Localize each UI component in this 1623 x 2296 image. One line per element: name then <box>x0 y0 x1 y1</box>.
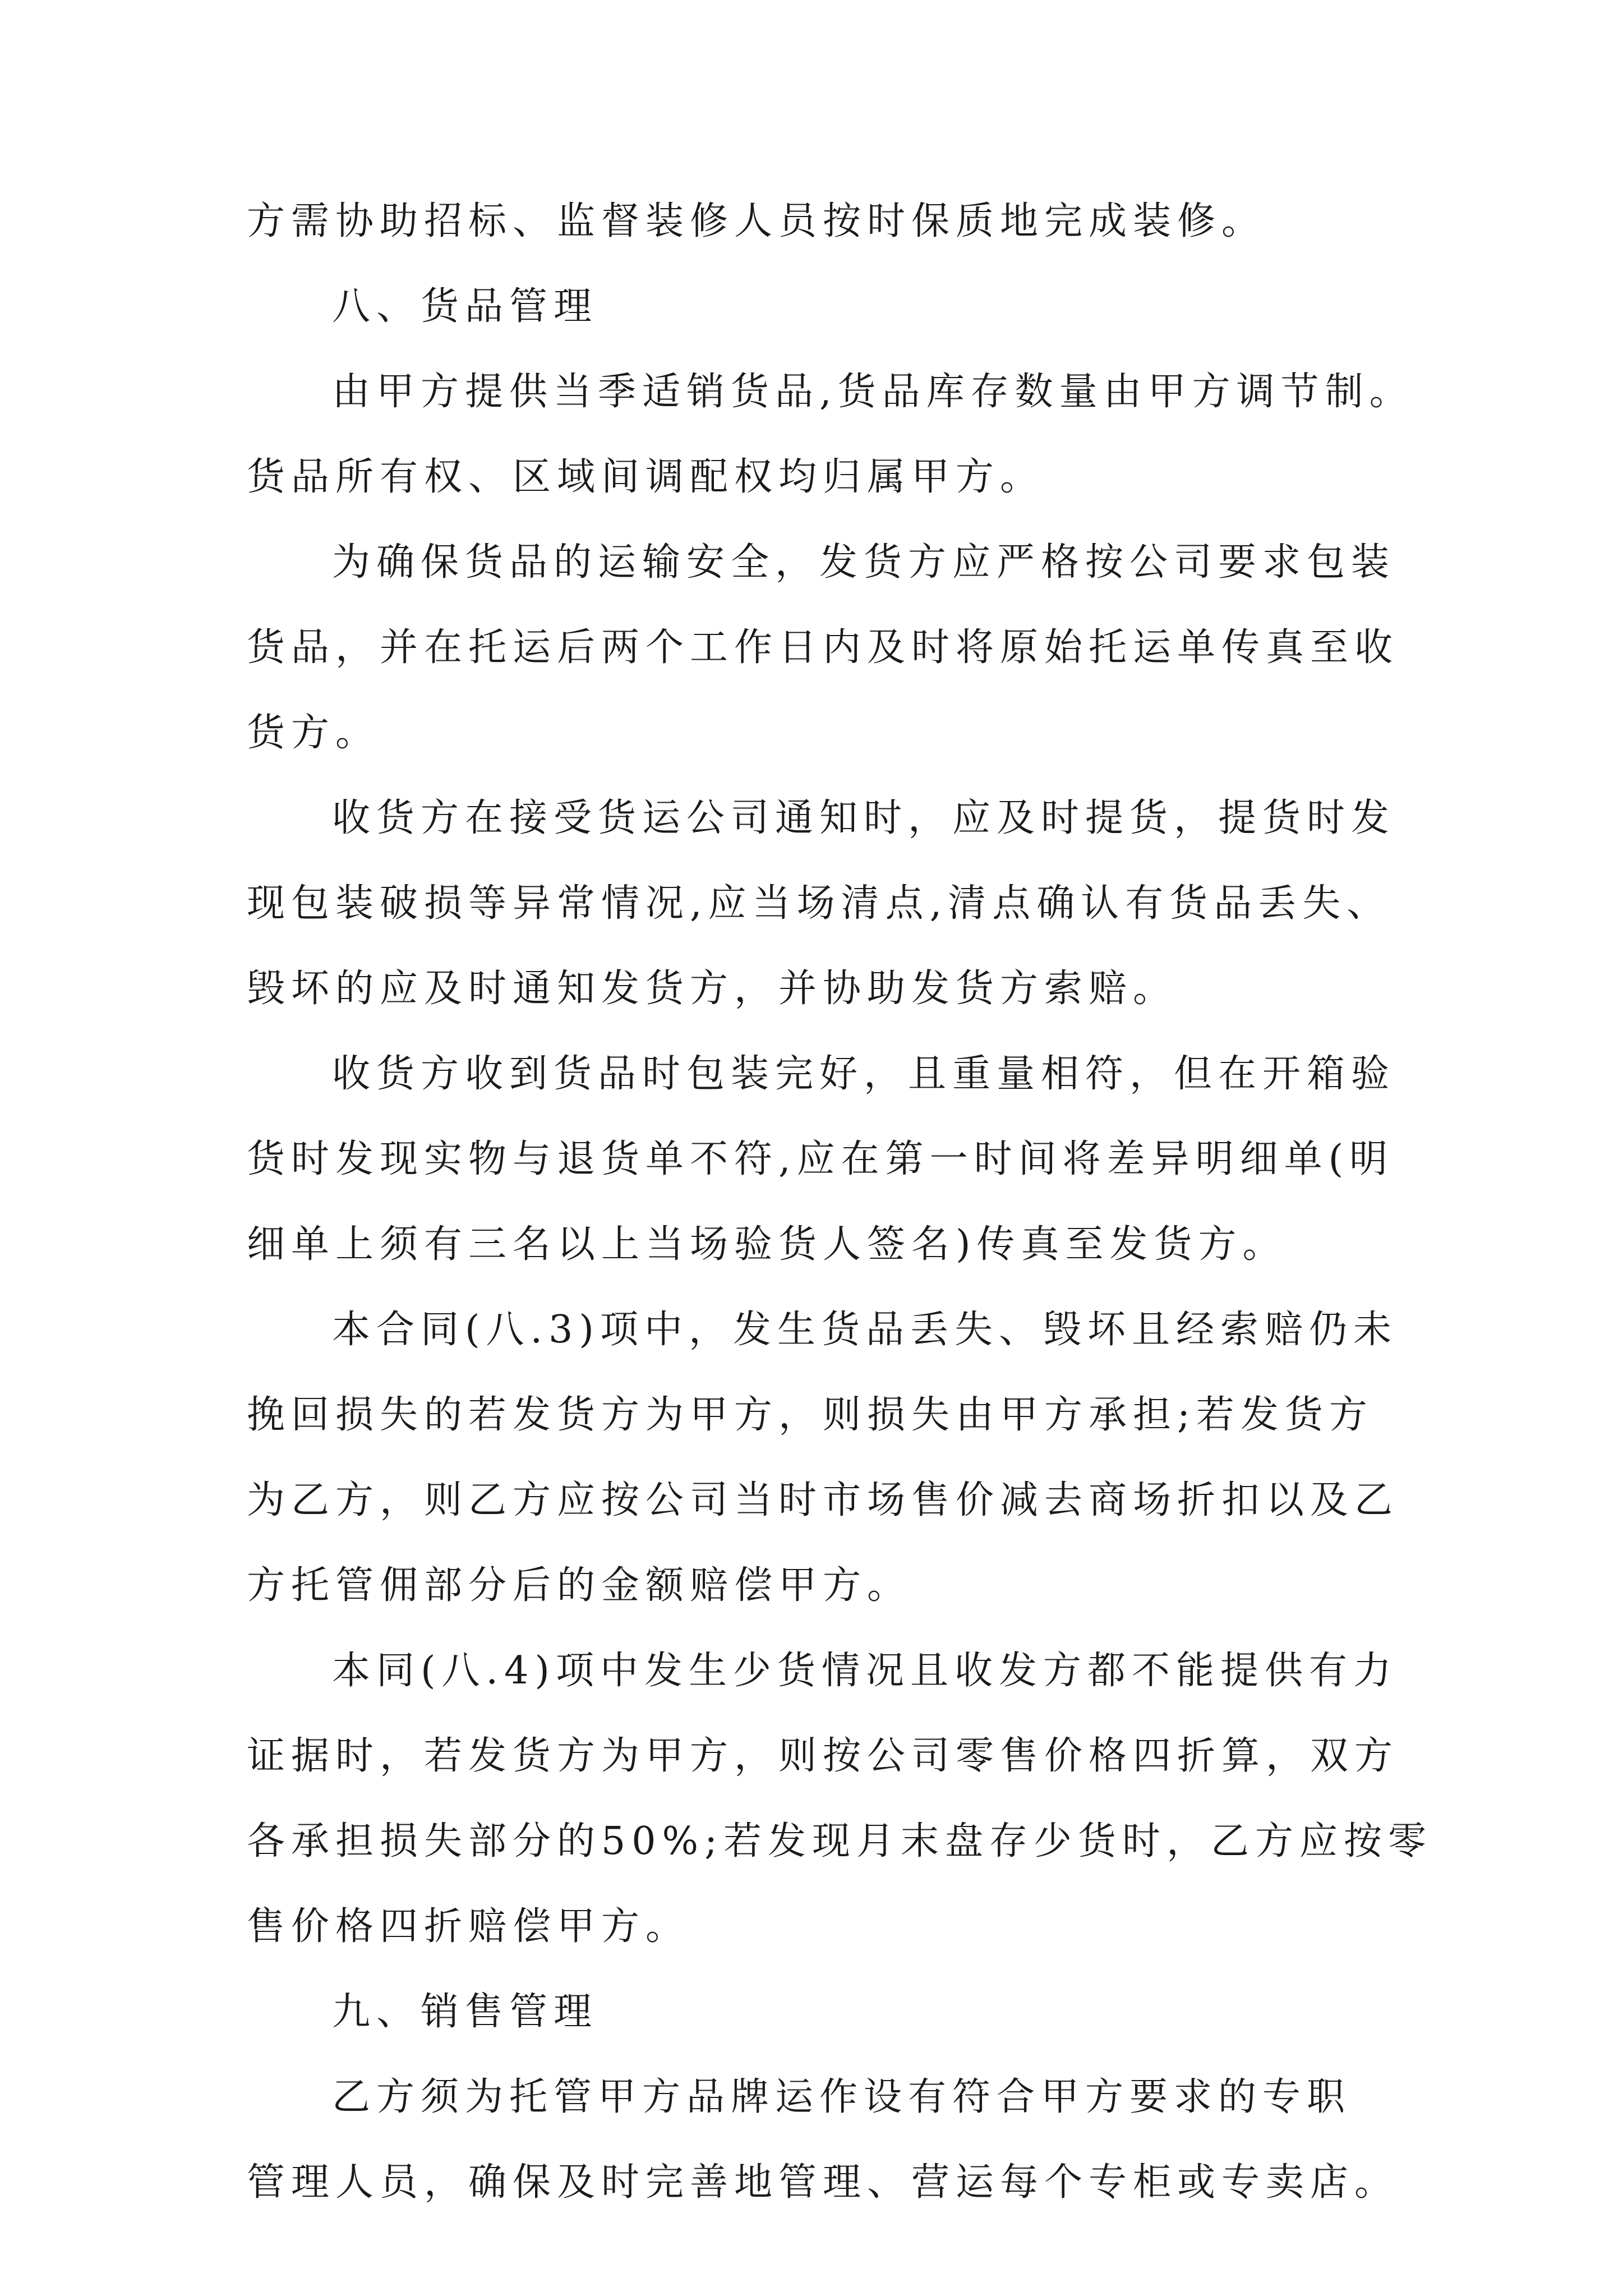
text-line: 证据时，若发货方为甲方，则按公司零售价格四折算，双方 <box>247 1734 1399 1778</box>
section-heading: 八、货品管理 <box>332 284 598 329</box>
document-body <box>247 194 1433 2240</box>
text-line: 现包装破损等异常情况,应当场清点,清点确认有货品丢失、 <box>247 881 1391 926</box>
text-line: 本同(八.4)项中发生少货情况且收发方都不能提供有力 <box>332 1649 1398 1693</box>
text-line: 货品，并在托运后两个工作日内及时将原始托运单传真至收 <box>247 625 1399 670</box>
text-line: 乙方须为托管甲方品牌运作设有符合甲方要求的专职 <box>332 2075 1352 2119</box>
text-line: 收货方在接受货运公司通知时，应及时提货，提货时发 <box>332 796 1396 840</box>
text-line: 方需协助招标、监督装修人员按时保质地完成装修。 <box>247 199 1266 243</box>
section-heading: 九、销售管理 <box>332 1990 598 2034</box>
text-line: 管理人员，确保及时完善地管理、营运每个专柜或专卖店。 <box>247 2160 1399 2205</box>
text-line: 售价格四折赔偿甲方。 <box>247 1904 690 1949</box>
text-line: 由甲方提供当季适销货品,货品库存数量由甲方调节制。 <box>332 370 1414 414</box>
text-line: 挽回损失的若发货方为甲方，则损失由甲方承担;若发货方 <box>247 1393 1373 1437</box>
text-line: 细单上须有三名以上当场验货人签名)传真至发货方。 <box>247 1222 1287 1267</box>
text-line: 毁坏的应及时通知发货方，并协助发货方索赔。 <box>247 967 1178 1011</box>
text-line: 本合同(八.3)项中，发生货品丢失、毁坏且经索赔仍未 <box>332 1308 1398 1352</box>
text-line: 货时发现实物与退货单不符,应在第一时间将差异明细单(明 <box>247 1137 1394 1181</box>
text-line: 收货方收到货品时包装完好，且重量相符，但在开箱验 <box>332 1052 1396 1096</box>
text-line: 为确保货品的运输安全，发货方应严格按公司要求包装 <box>332 540 1396 585</box>
text-line: 货品所有权、区域间调配权均归属甲方。 <box>247 455 1045 499</box>
text-line: 各承担损失部分的50%;若发现月末盘存少货时，乙方应按零 <box>247 1819 1433 1864</box>
text-line: 货方。 <box>247 711 380 755</box>
text-line: 方托管佣部分后的金额赔偿甲方。 <box>247 1563 912 1608</box>
text-line: 为乙方，则乙方应按公司当时市场售价减去商场折扣以及乙 <box>247 1478 1399 1522</box>
